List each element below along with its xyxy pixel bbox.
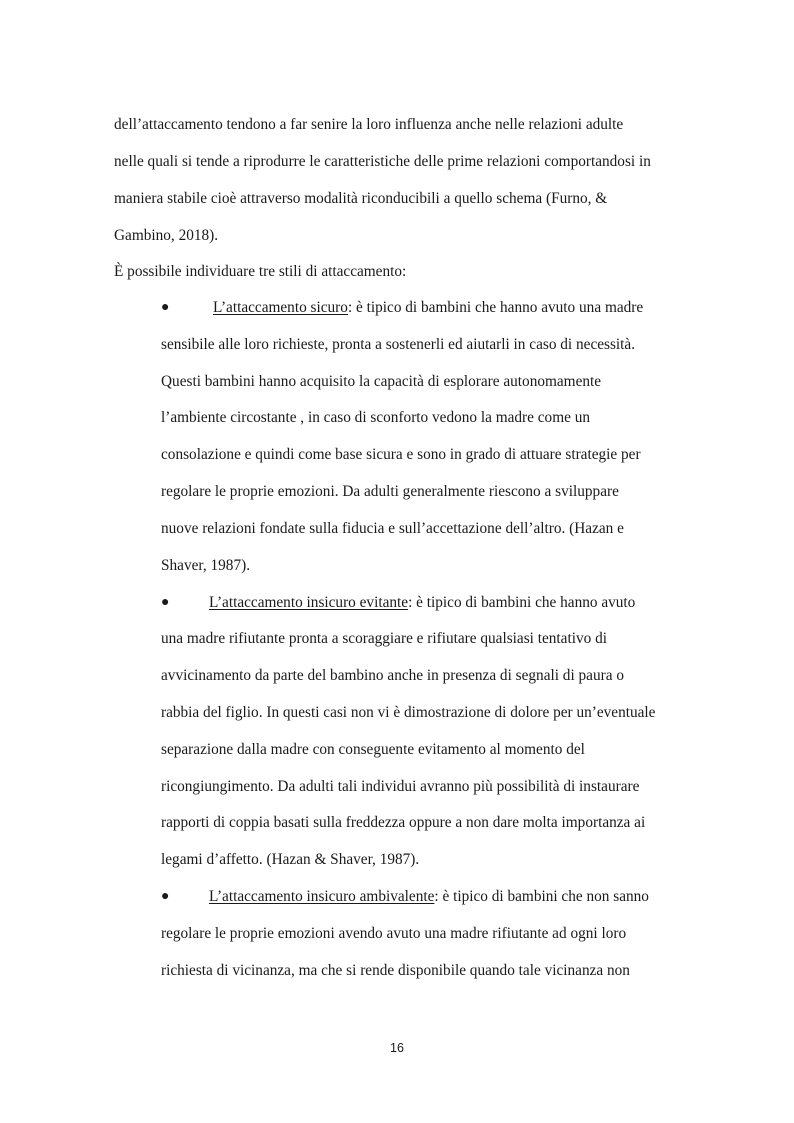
styles-heading: È possibile individuare tre stili di attaccamento: bbox=[114, 263, 407, 280]
item-title: L’attaccamento insicuro evitante bbox=[209, 594, 409, 611]
list-item-line: legami d’affetto. (Hazan & Shaver, 1987). bbox=[161, 851, 420, 868]
bullet-icon: ● bbox=[161, 595, 170, 610]
bullet-icon: ● bbox=[161, 889, 170, 904]
intro-line: dell’attaccamento tendono a far senire la loro influenza anche nelle relazioni adulte bbox=[114, 116, 624, 133]
list-item-line: regolare le proprie emozioni avendo avuto una madre rifiutante ad ogni loro bbox=[161, 925, 627, 942]
page-number: 16 bbox=[390, 1041, 404, 1055]
item-first-rest: : è tipico di bambini che hanno avuto una madre bbox=[347, 299, 644, 316]
list-item-line: una madre rifiutante pronta a scoraggiare e rifiutare qualsiasi tentativo di bbox=[161, 630, 607, 647]
item-title: L’attaccamento insicuro ambivalente bbox=[209, 888, 435, 905]
intro-line: Gambino, 2018). bbox=[114, 227, 219, 244]
list-item-line: ricongiungimento. Da adulti tali individui avranno più possibilità di instaurare bbox=[161, 778, 640, 795]
list-item-line: nuove relazioni fondate sulla fiducia e sull’accettazione dell’altro. (Hazan e bbox=[161, 520, 624, 537]
list-item-line: rapporti di coppia basati sulla freddezza oppure a non dare molta importanza ai bbox=[161, 814, 646, 831]
list-item-first-line bbox=[213, 298, 643, 318]
item-title: L’attaccamento sicuro bbox=[213, 299, 348, 316]
list-item-first-line bbox=[209, 887, 649, 907]
bullet-icon: ● bbox=[161, 300, 170, 315]
list-item-line: l’ambiente circostante , in caso di sconforto vedono la madre come un bbox=[161, 409, 591, 426]
list-item-first-line bbox=[209, 593, 635, 613]
intro-line: nelle quali si tende a riprodurre le caratteristiche delle prime relazioni comportandosi in bbox=[114, 153, 651, 170]
item-first-rest: : è tipico di bambini che non sanno bbox=[434, 888, 649, 905]
item-first-rest: : è tipico di bambini che hanno avuto bbox=[408, 594, 636, 611]
list-item-line: consolazione e quindi come base sicura e sono in grado di attuare strategie per bbox=[161, 446, 641, 463]
list-item-line: rabbia del figlio. In questi casi non vi è dimostrazione di dolore per un’eventuale bbox=[161, 704, 656, 721]
list-item-line: Questi bambini hanno acquisito la capacità di esplorare autonomamente bbox=[161, 373, 602, 390]
list-item-line: Shaver, 1987). bbox=[161, 557, 251, 574]
list-item-line: avvicinamento da parte del bambino anche in presenza di segnali di paura o bbox=[161, 667, 624, 684]
intro-line: maniera stabile cioè attraverso modalità riconducibili a quello schema (Furno, & bbox=[114, 190, 608, 207]
list-item-line: regolare le proprie emozioni. Da adulti generalmente riescono a sviluppare bbox=[161, 483, 619, 500]
list-item-line: sensibile alle loro richieste, pronta a sostenerli ed aiutarli in caso di necessità. bbox=[161, 336, 636, 353]
list-item-line: separazione dalla madre con conseguente evitamento al momento del bbox=[161, 741, 585, 758]
list-item-line: richiesta di vicinanza, ma che si rende disponibile quando tale vicinanza non bbox=[161, 962, 630, 979]
